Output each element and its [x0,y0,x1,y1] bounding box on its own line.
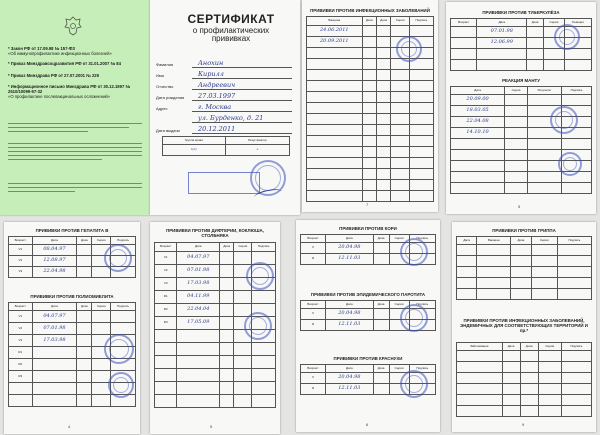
cert-field-value: г. Москва [198,103,232,111]
cert-field-label: Фамилия [156,62,173,67]
cert-field-row [156,102,296,112]
mumps-title: ПРИВИВКИ ПРОТИВ ЭПИДЕМИЧЕСКОГО ПАРОТИТА [310,292,426,297]
infections-title: ПРИВИВКИ ПРОТИВ ИНФЕКЦИОННЫХ ЗАБОЛЕВАНИЙ [310,8,430,13]
cert-field-value: Кирилл [198,70,224,78]
cert-field-line [192,100,292,101]
cert-field-line [192,111,292,112]
endemic-table: Заболевание Дата Доза Серия Подпись [456,342,592,417]
cert-field-row [156,124,296,134]
round-stamp [558,152,582,176]
measles-title: ПРИВИВКИ ПРОТИВ КОРИ [339,226,397,231]
cert-field-value: 20.12.2011 [198,125,236,133]
hepatitis-table: Возраст Дата Доза Серия Подпись V1 08.04.97 V2 12.08.97 V3 22.04.98 [8,236,136,278]
tuberculosis-table: Возраст Дата Доза Серия Реакция 07.01.98 12.06.99 [450,18,592,71]
dtp-table: Возраст Дата Доза Серия Подпись V1 04.07.97 V2 07.01.98 V3 17.03.98 R1 04.11.99 R2 22.04.04 R3 17.05.09 [154,242,276,408]
endemic-title: ПРИВИВКИ ПРОТИВ ИНФЕКЦИОННЫХ ЗАБОЛЕВАНИЙ, ЭНДЕМИЧНЫХ ДЛЯ СООТВЕТСТВУЮЩИХ ТЕРРИТОРИЙ И пр.* [460,318,588,333]
cover-text-3 [8,180,142,195]
influenza-page [452,222,596,432]
cert-field-line [192,89,292,90]
cert-field-row [156,80,296,90]
mantoux-table: Дата Серия Результат Подпись 20.09.00 18.03.05 22.04.08 14.10.10 [450,86,592,194]
rh-value: + [225,145,289,156]
page-number: 4 [68,424,71,429]
round-stamp [400,370,428,398]
cert-field-label: Дата выдачи [156,128,180,133]
round-stamp [396,36,422,62]
page-number: 6 [366,422,369,427]
page-number: 7 [366,202,369,207]
certificate-page [150,0,300,215]
round-stamp [400,304,428,332]
round-stamp [104,334,134,364]
rubella-title: ПРИВИВКИ ПРОТИВ КРАСНУХИ [333,356,403,361]
cover-text-1 [8,120,142,135]
cert-field-value: Андреевич [198,81,236,89]
blood-table [162,136,290,156]
measles-table: Возраст Дата Доза Серия Подпись V 20.04.98 R 12.11.03 [300,234,436,265]
infections-table: Вакцина Дата Доза Серия Подпись 24.06.2011 20.09.2011 [306,16,434,202]
mmr-page [296,220,440,432]
page-number: 9 [522,422,525,427]
cert-field-row [156,113,296,123]
dtp-page [150,222,280,434]
cert-field-label: Отчество [156,84,174,89]
rubella-table: Возраст Дата Доза Серия Подпись V 20.04.98 R 12.11.03 [300,364,436,395]
cert-field-row [156,69,296,79]
law-4: * Информационное письмо Минздрава РФ от 30.12.1997 № 2510/10099-97-32 [8,84,131,94]
cover-text-2 [8,140,142,163]
cert-field-label: Имя [156,73,164,78]
cert-field-label: Дата рождения [156,95,185,100]
polio-title: ПРИВИВКИ ПРОТИВ ПОЛИОМИЕЛИТА [30,294,114,299]
cert-fields [156,58,296,138]
hepatitis-title: ПРИВИВКИ ПРОТИВ ГЕПАТИТА В [35,228,109,233]
influenza-table: Дата Вакцина Доза Серия Подпись [456,236,592,300]
round-stamp [244,312,272,340]
law-1: * Закон РФ от 17.09.98 № 157-ФЗ [8,46,76,51]
polio-table: Возраст Дата Доза Серия Подпись V1 04.07.97 V2 07.01.98 V3 17.03.98 R1 R2 R3 [8,302,136,407]
law-2: * Приказ Минздравсоцразвития РФ от 31.01.2007 № 84 [8,61,121,66]
mumps-table: Возраст Дата Доза Серия Подпись V 20.04.98 R 12.11.03 [300,300,436,331]
cert-field-line [192,122,292,123]
influenza-title: ПРИВИВКИ ПРОТИВ ГРИППА [492,228,556,233]
cert-field-line [192,133,292,134]
blood-group-value: I(0) [163,145,226,156]
coat-of-arms-icon [64,16,82,36]
round-stamp [554,24,580,50]
infections-page [302,0,438,212]
tuberculosis-page [446,2,596,214]
cert-field-row [156,91,296,101]
cover-page [0,0,150,215]
cert-subtitle: о профилактических прививках [192,26,270,43]
cert-field-value: ул. Бурденко, д. 21 [198,114,264,122]
rh-label: Резус фактор [225,137,289,145]
dtp-title: ПРИВИВКИ ПРОТИВ ДИФТЕРИИ, КОКЛЮША, СТОЛБНЯКА [166,228,264,238]
cert-field-value: 27.03.1997 [198,92,236,100]
cert-field-value: Анохин [198,59,224,67]
cert-field-row [156,58,296,68]
tuberculosis-title: ПРИВИВКИ ПРОТИВ ТУБЕРКУЛЁЗА [482,10,560,15]
round-stamp [246,262,274,290]
cert-field-line [192,78,292,79]
law-4-desc: «О профилактике послевакцинальных осложнений» [8,94,111,99]
blood-group-label: Группа крови [163,137,226,145]
round-stamp [550,106,578,134]
law-3: * Приказ Минздрава РФ от 27.07.2001 № 229 [8,73,99,78]
round-stamp [104,244,132,272]
hepatitis-page [4,222,140,434]
law-1-desc: «Об иммунопрофилактике инфекционных болезней» [8,51,112,56]
round-stamp [400,238,428,266]
cert-title: СЕРТИФИКАТ [187,12,275,26]
page-number: 5 [518,204,521,209]
mantoux-title: РЕАКЦИЯ МАНТУ [502,78,540,83]
cert-field-line [192,67,292,68]
round-stamp [108,372,134,398]
cert-field-label: Адрес [156,106,168,111]
page-number: 5 [210,424,213,429]
